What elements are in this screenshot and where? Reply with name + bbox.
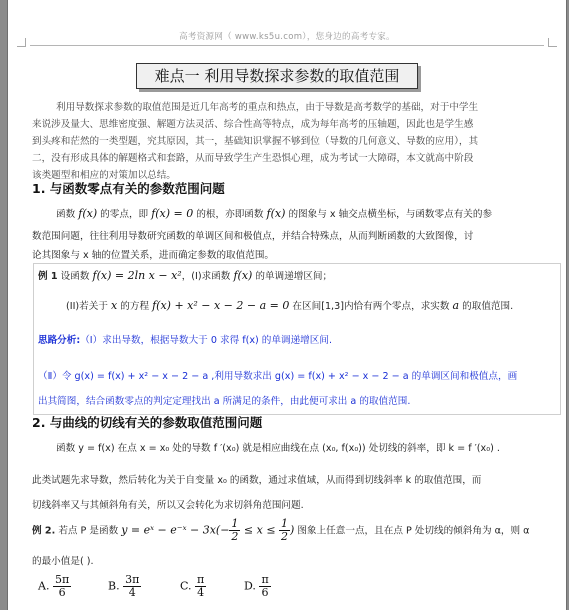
section-paragraph-line: 函数 y = f(x) 在点 x = x₀ 处的导数 f ′(x₀) 就是相应曲线在点 (x₀, f(x₀)) 处切线的斜率，即 k = f ′(x₀) . [56,443,500,454]
example-1-analysis: 思路分析:（Ⅰ）求出导数，根据导数大于 0 求得 f(x) 的单调递增区间. [38,335,333,346]
example-2-question: 例 2. 若点 P 是函数 y = eˣ − e⁻ˣ − 3x(− $\frac{1}{2}$ ≤ x ≤ $\frac{1}{2}$ ) 图象上任意一点，且在点 P 处切线的倾斜角为 α，则 α [32,517,530,544]
page-header: 高考资源网（ www.ks5u.com），您身边的高考专家。 [179,32,395,42]
example-1-analysis: 出其简图，结合函数零点的判定定理找出 a 所满足的条件，由此便可求出 a 的取值范围. [38,396,411,407]
option-b: B. $\frac{3\pi}{4}$ [108,573,140,600]
section-paragraph-line: 函数 f(x) 的零点，即 f(x) = 0 的根，亦即函数 f(x) 的图象与 x 轴交点横坐标，与函数零点有关的参 [56,207,493,220]
example-1-question: 例 1 设函数 f(x) = 2ln x − x²，(I)求函数 f(x) 的单调递增区间； [38,269,333,282]
option-d: D. $\frac{\pi}{6}$ [244,573,269,600]
section-heading: 1. 与函数零点有关的参数范围问题 [32,181,225,196]
example-1-analysis: （Ⅱ）令 g(x) = f(x) + x² − x − 2 − a ,利用导数求出 g(x) = f(x) + x² − x − 2 − a 的单调区间和极值点，画 [38,371,518,382]
section-paragraph-line: 论其图象与 x 轴的位置关系，进而确定参数的取值范围。 [32,250,275,261]
document-title: 难点一 利用导数探求参数的取值范围 [136,63,418,89]
intro-line: 利用导数探求参数的取值范围是近几年高考的重点和热点，由于导数是高考数学的基础，对于中学生 [56,102,479,113]
document-page [7,0,567,610]
option-a: A. $\frac{5\pi}{6}$ [38,573,70,600]
section-heading: 2. 与曲线的切线有关的参数取值范围问题 [32,415,263,430]
section-paragraph-line: 切线斜率又与其倾斜角有关，所以又会转化为求切斜角范围问题. [32,500,304,511]
header-divider [30,45,544,46]
option-c: C. $\frac{\pi}{4}$ [180,573,205,600]
example-2-question-line: 的最小值是( ). [32,556,94,567]
intro-line: 二，没有形成具体的解题格式和套路，从而导致学生产生恐惧心理，成为考试一大障碍，本文就高中阶段 [32,153,474,164]
intro-line: 到头疼和茫然的一类型题，究其原因，其一，基础知识掌握不够到位（导数的几何意义、导数的应用），其 [32,136,479,147]
section-paragraph-line: 此类试题先求导数，然后转化为关于自变量 x₀ 的函数，通过求值域，从而得到切线斜率 k 的取值范围，而 [32,475,482,486]
intro-line: 该类题型和相应的对策加以总结。 [32,170,176,181]
example-1-part-2: (II)若关于 x 的方程 f(x) + x² − x − 2 − a = 0 在区间[1,3]内恰有两个零点，求实数 a 的取值范围. [66,299,514,312]
section-paragraph-line: 数范围问题，往往利用导数研究函数的单调区间和极值点，并结合特殊点，从而判断函数的大致图像，讨 [32,231,474,242]
intro-line: 来说涉及量大、思维密度强、解题方法灵活、综合性高等特点，成为每年高考的压轴题，因此也是学生感 [32,119,474,130]
